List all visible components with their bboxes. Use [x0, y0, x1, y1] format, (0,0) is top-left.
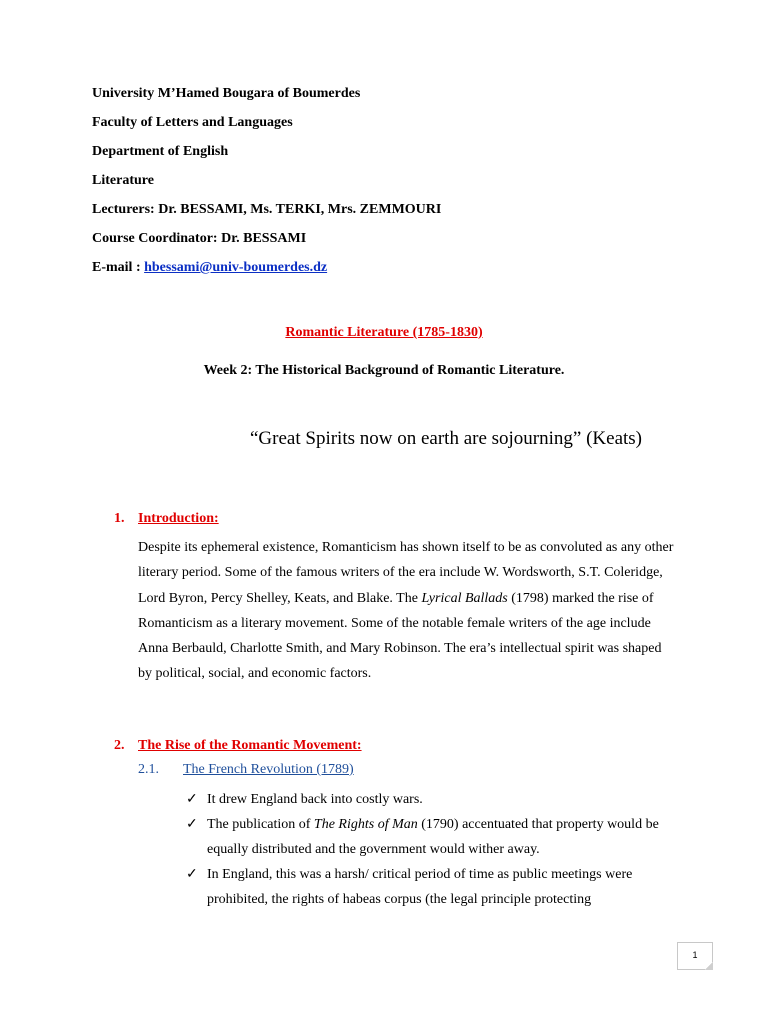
university-name: University M’Hamed Bougara of Boumerdes [92, 86, 361, 101]
checkmark-icon: ✓ [186, 792, 198, 807]
coordinator-line: Course Coordinator: Dr. BESSAMI [92, 231, 307, 246]
bullet-list [183, 787, 663, 912]
subject-name: Literature [92, 173, 154, 188]
email-link[interactable]: hbessami@univ-boumerdes.dz [144, 260, 328, 275]
page-fold-icon [705, 962, 713, 970]
subsection-title: The French Revolution (1789) [183, 762, 354, 777]
email-label: E-mail : [92, 260, 145, 275]
department-name: Department of English [92, 144, 229, 159]
subsection-number: 2.1. [138, 762, 159, 777]
section-number: 1. [114, 511, 125, 526]
list-item: ✓ It drew England back into costly wars. [183, 787, 663, 812]
faculty-name: Faculty of Letters and Languages [92, 115, 293, 130]
list-item: ✓ The publication of The Rights of Man (1790) accentuated that property would be equally distributed and the government would wither away. [183, 812, 663, 862]
epigraph-quote: “Great Spirits now on earth are sojourning” (Keats) [250, 428, 643, 449]
introduction-paragraph: Despite its ephemeral existence, Romanticism has shown itself to be as convoluted as any other literary period. Some of the famous writers of the era include W. Wordsworth, S.T. Coleridge, Lord Byron, Percy Shelley, Keats, and Blake. The Lyrical Ballads (1798) marked the rise of Romanticism as a literary movement. Some of the notable female writers of the age include Anna Berbauld, Charlotte Smith, and Mary Robinson. The era’s intellectual spirit was shaped by political, social, and economic factors. [138, 540, 674, 682]
section-number: 2. [114, 738, 125, 753]
page-number: 1 [692, 950, 698, 960]
checkmark-icon: ✓ [186, 817, 198, 832]
section-title: Introduction: [138, 511, 219, 526]
italic-title: Lyrical Ballads [421, 590, 508, 606]
email-line [92, 260, 327, 276]
lecturers-line: Lecturers: Dr. BESSAMI, Ms. TERKI, Mrs. ZEMMOURI [92, 202, 442, 217]
page-number-box [677, 942, 713, 970]
week-title: Week 2: The Historical Background of Romantic Literature. [203, 363, 565, 378]
list-item: ✓ In England, this was a harsh/ critical period of time as public meetings were prohibited, the rights of habeas corpus (the legal principle protecting [183, 862, 663, 912]
course-title: Romantic Literature (1785-1830) [285, 325, 483, 340]
checkmark-icon: ✓ [186, 867, 198, 882]
section-title: The Rise of the Romantic Movement: [138, 738, 362, 753]
